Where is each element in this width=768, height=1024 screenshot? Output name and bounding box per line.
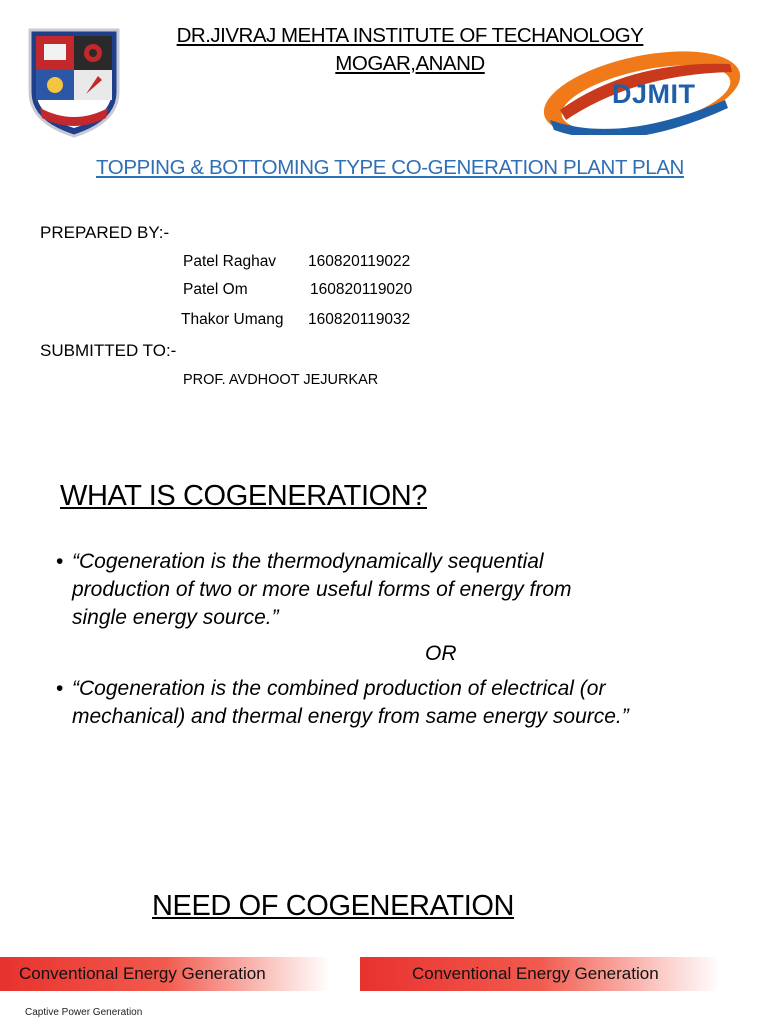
plan-title: TOPPING & BOTTOMING TYPE CO-GENERATION PLANT PLAN (96, 156, 684, 179)
member-name: Thakor Umang (181, 311, 284, 328)
conventional-generation-bar (360, 957, 720, 991)
slide-heading: NEED OF COGENERATION (152, 890, 515, 922)
bullet-marker: • (56, 677, 64, 700)
bullet-text: “Cogeneration is the thermodynamically sequential (72, 550, 544, 573)
submitted-to-name: PROF. AVDHOOT JEJURKAR (183, 372, 379, 388)
djmit-logo-text: DJMIT (612, 79, 696, 109)
member-roll: 160820119032 (308, 311, 411, 328)
need-slide (0, 865, 768, 1024)
institute-location: MOGAR,ANAND (335, 52, 485, 75)
bullet-text: production of two or more useful forms of energy from (72, 578, 572, 601)
definition-slide (0, 455, 768, 865)
member-roll: 160820119022 (308, 253, 411, 270)
conventional-generation-bar (0, 957, 330, 991)
bullet-text: “Cogeneration is the combined production of electrical (or (72, 677, 606, 700)
bar-label: Conventional Energy Generation (412, 964, 659, 983)
submitted-to-label: SUBMITTED TO:- (40, 341, 177, 360)
bullet-text: mechanical) and thermal energy from same energy source.” (72, 705, 629, 728)
member-name: Patel Om (183, 281, 248, 298)
caption: Captive Power Generation (25, 1007, 143, 1018)
prepared-by-label: PREPARED BY:- (40, 223, 170, 242)
or-separator: OR (425, 642, 457, 665)
bullet-marker: • (56, 550, 64, 573)
member-roll: 160820119020 (310, 281, 413, 298)
institute-name: DR.JIVRAJ MEHTA INSTITUTE OF TECHANOLOGY (176, 24, 644, 47)
slide-heading: WHAT IS COGENERATION? (60, 480, 428, 512)
bar-label: Conventional Energy Generation (19, 964, 266, 983)
member-name: Patel Raghav (183, 253, 277, 270)
bullet-text: single energy source.” (72, 606, 279, 629)
title-slide (0, 0, 768, 455)
